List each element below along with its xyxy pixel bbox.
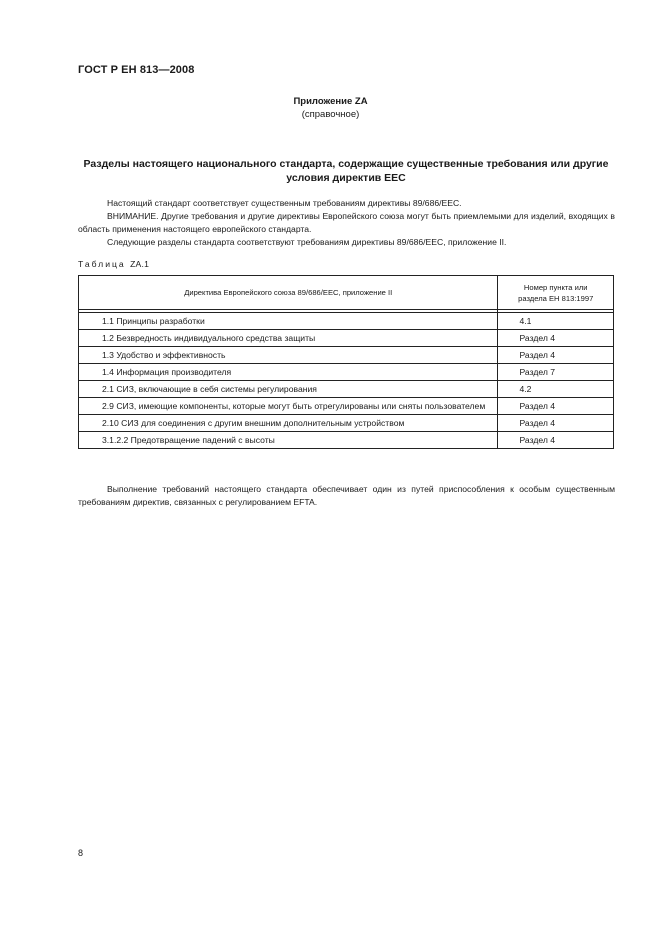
directive-cell: 3.1.2.2 Предотвращение падений с высоты bbox=[79, 432, 498, 449]
clause-cell: Раздел 4 bbox=[498, 347, 614, 364]
directive-cell: 2.10 СИЗ для соединения с другим внешним дополнительным устройством bbox=[79, 415, 498, 432]
directive-cell: 1.1 Принципы разработки bbox=[79, 313, 498, 330]
table-row bbox=[79, 415, 614, 432]
section-heading: Разделы настоящего национального стандарта, содержащие существенные требования или другие условия директив ЕЕС bbox=[83, 158, 609, 184]
table-row bbox=[79, 432, 614, 449]
clause-cell: Раздел 7 bbox=[498, 364, 614, 381]
directive-cell: 2.9 СИЗ, имеющие компоненты, которые могут быть отрегулированы или сняты пользователем bbox=[79, 398, 498, 415]
annex-subtitle: (справочное) bbox=[301, 109, 360, 120]
clause-cell: 4.2 bbox=[498, 381, 614, 398]
clause-cell: 4.1 bbox=[498, 313, 614, 330]
column-header-clause bbox=[498, 276, 614, 310]
annex-title: Приложение ZA bbox=[293, 96, 368, 107]
table-row bbox=[79, 364, 614, 381]
table-header-row bbox=[79, 276, 614, 310]
table-caption-word: Таблица bbox=[78, 259, 126, 269]
document-id: ГОСТ Р ЕН 813—2008 bbox=[78, 64, 195, 76]
directive-cell: 1.4 Информация производителя bbox=[79, 364, 498, 381]
requirements-table bbox=[78, 275, 614, 449]
table-caption bbox=[78, 259, 149, 269]
clause-cell: Раздел 4 bbox=[498, 432, 614, 449]
column-header-directive: Директива Европейского союза 89/686/ЕЕС, приложение II bbox=[79, 276, 498, 310]
paragraph-compliance: Настоящий стандарт соответствует существенным требованиям директивы 89/686/ЕЕС. bbox=[107, 198, 462, 208]
table-caption-number: ZA.1 bbox=[130, 259, 150, 269]
clause-cell: Раздел 4 bbox=[498, 415, 614, 432]
page-number: 8 bbox=[78, 848, 84, 858]
paragraph-warning: ВНИМАНИЕ. Другие требования и другие директивы Европейского союза могут быть приемлемыми для изделий, входящих в область применения настоящего европейского стандарта. bbox=[78, 211, 615, 234]
table-row bbox=[79, 347, 614, 364]
clause-cell: Раздел 4 bbox=[498, 330, 614, 347]
clause-cell: Раздел 4 bbox=[498, 398, 614, 415]
column-header-clause-line2: раздела ЕН 813:1997 bbox=[518, 293, 594, 303]
table-row bbox=[79, 381, 614, 398]
table-row bbox=[79, 330, 614, 347]
paragraph-sections: Следующие разделы стандарта соответствуют требованиям директивы 89/686/ЕЕС, приложение II. bbox=[107, 237, 507, 247]
column-header-clause-line1: Номер пункта или bbox=[523, 282, 588, 292]
directive-cell: 1.2 Безвредность индивидуального средства защиты bbox=[79, 330, 498, 347]
table-row bbox=[79, 398, 614, 415]
directive-cell: 1.3 Удобство и эффективность bbox=[79, 347, 498, 364]
closing-paragraph: Выполнение требований настоящего стандарта обеспечивает один из путей приспособления к особым существенным требованиям директив, связанных с регулированием EFTA. bbox=[78, 484, 615, 507]
table-row bbox=[79, 313, 614, 330]
directive-cell: 2.1 СИЗ, включающие в себя системы регулирования bbox=[79, 381, 498, 398]
